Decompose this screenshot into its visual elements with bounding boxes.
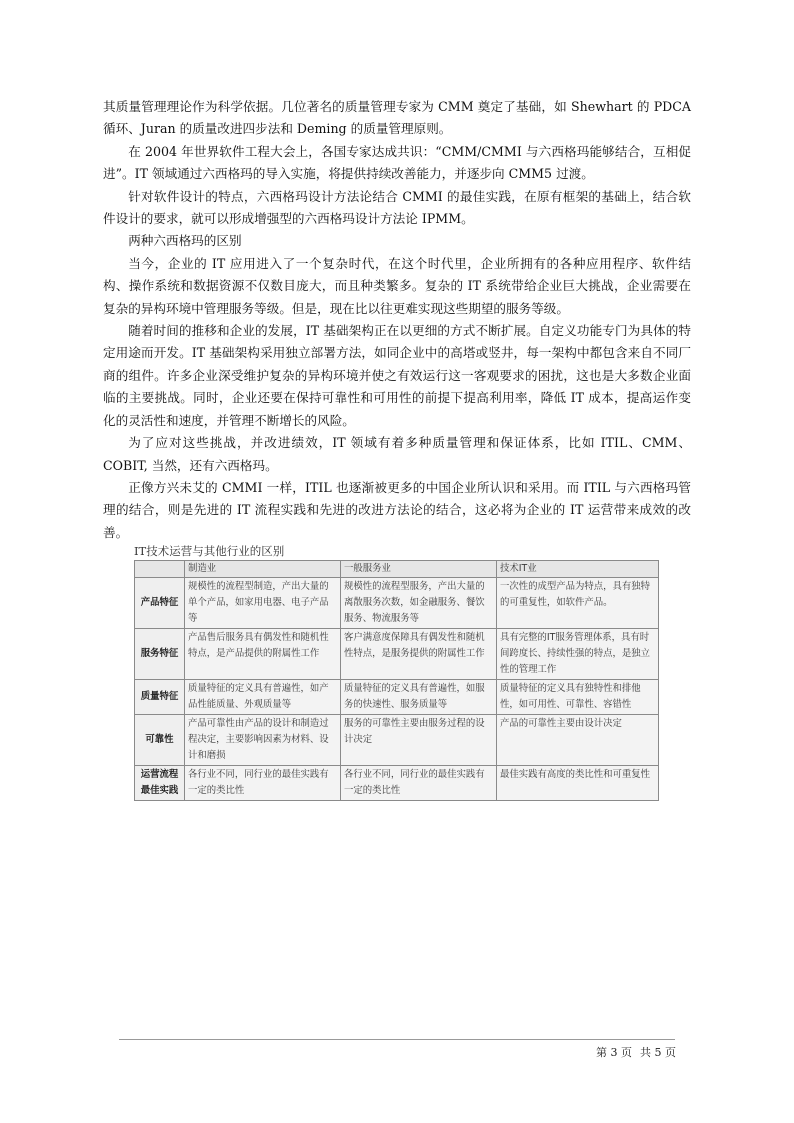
paragraph: 随着时间的推移和企业的发展，IT 基础架构正在以更细的方式不断扩展。自定义功能专门为具体的特定用途而开发。IT 基础架构采用独立部署方法，如同企业中的高塔或竖井，每一架构中都包含来自不同厂商的组件。许多企业深受维护复杂的异构环境并使之有效运行这一客观要求的困扰，这也是大多数企业面临的主要挑战。同时，企业还要在保持可靠性和可用性的前提下提高利用率，降低 IT 成本，提高运作变化的灵活性和速度，并管理不断增长的风险。 (103, 323, 691, 428)
paragraph: 在 2004 年世界软件工程大会上，各国专家达成共识：“CMM/CMMI 与六西格玛能够结合，互相促进”。IT 领域通过六西格玛的导入实施，将提供持续改善能力，并逐步向 CMM5 过渡。 (103, 143, 691, 182)
table-title: IT技术运营与其他行业的区别 (134, 544, 285, 558)
paragraph: 针对软件设计的特点，六西格玛设计方法论结合 CMMI 的最佳实践，在原有框架的基础上，结合软件设计的要求，就可以形成增强型的六西格玛设计方法论 IPMM。 (103, 188, 691, 227)
page-total: 共 5 页 (640, 1046, 676, 1059)
table-header-cell: 技术IT业 (497, 561, 659, 578)
table-cell: 各行业不同，同行业的最佳实践有一定的类比性 (185, 766, 341, 801)
section-heading: 两种六西格玛的区别 (128, 233, 242, 249)
table-row (135, 680, 659, 715)
table-row (135, 578, 659, 629)
table-cell: 规模性的流程型制造，产出大量的单个产品，如家用电器、电子产品等 (185, 578, 341, 629)
table-cell: 各行业不同，同行业的最佳实践有一定的类比性 (341, 766, 497, 801)
table-cell: 质量特征的定义具有独特性和排他性，如可用性、可靠性、容错性 (497, 680, 659, 715)
row-label: 服务特征 (135, 629, 185, 680)
table-cell: 客户满意度保障具有偶发性和随机性特点，是服务提供的附属性工作 (341, 629, 497, 680)
paragraph: 为了应对这些挑战，并改进绩效，IT 领域有着多种质量管理和保证体系，比如 ITIL、CMM、COBIT, 当然，还有六西格玛。 (103, 435, 691, 473)
comparison-table (134, 560, 659, 801)
table-row (135, 766, 659, 801)
table-cell: 规模性的流程型服务，产出大量的离散服务次数，如金融服务、餐饮服务、物流服务等 (341, 578, 497, 629)
table-cell: 一次性的成型产品为特点，具有独特的可重复性，如软件产品。 (497, 578, 659, 629)
row-label: 运营流程最佳实践 (135, 766, 185, 801)
row-label: 质量特征 (135, 680, 185, 715)
table-cell: 服务的可靠性主要由服务过程的设计决定 (341, 715, 497, 766)
comparison-table-figure (134, 543, 658, 801)
page-footer (596, 1044, 676, 1060)
paragraph: 其质量管理理论作为科学依据。几位著名的质量管理专家为 CMM 奠定了基础，如 Shewhart 的 PDCA 循环、Juran 的质量改进四步法和 Deming 的质量管理原则。 (103, 99, 691, 137)
table-header-cell (135, 561, 185, 578)
paragraph: 当今，企业的 IT 应用进入了一个复杂时代，在这个时代里，企业所拥有的各种应用程序、软件结构、操作系统和数据资源不仅数目庞大，而且种类繁多。复杂的 IT 系统带给企业巨大挑战，企业需要在复杂的异构环境中管理服务等级。但是，现在比以往更难实现这些期望的服务等级。 (103, 255, 691, 316)
table-cell: 质量特征的定义具有普遍性，如服务的快速性、服务质量等 (341, 680, 497, 715)
table-cell: 最佳实践有高度的类比性和可重复性 (497, 766, 659, 801)
page-number: 第 3 页 (596, 1046, 632, 1059)
table-header-row (135, 561, 659, 578)
paragraph: 正像方兴未艾的 CMMI 一样，ITIL 也逐渐被更多的中国企业所认识和采用。而 ITIL 与六西格玛管理的结合，则是先进的 IT 流程实践和先进的改进方法论的结合，这必将为企业的 IT 运营带来成效的改善。 (103, 479, 691, 540)
table-cell: 产品可靠性由产品的设计和制造过程决定，主要影响因素为材料、设计和磨损 (185, 715, 341, 766)
row-label: 产品特征 (135, 578, 185, 629)
table-cell: 质量特征的定义具有普遍性，如产品性能质量、外观质量等 (185, 680, 341, 715)
table-row (135, 715, 659, 766)
row-label: 可靠性 (135, 715, 185, 766)
footer-divider (119, 1039, 675, 1040)
table-cell: 产品的可靠性主要由设计决定 (497, 715, 659, 766)
table-header-cell: 一般服务业 (341, 561, 497, 578)
table-cell: 产品售后服务具有偶发性和随机性特点，是产品提供的附属性工作 (185, 629, 341, 680)
table-header-cell: 制造业 (185, 561, 341, 578)
body-text (103, 96, 691, 544)
table-cell: 具有完整的IT服务管理体系，具有时间跨度长、持续性强的特点，是独立性的管理工作 (497, 629, 659, 680)
table-row (135, 629, 659, 680)
